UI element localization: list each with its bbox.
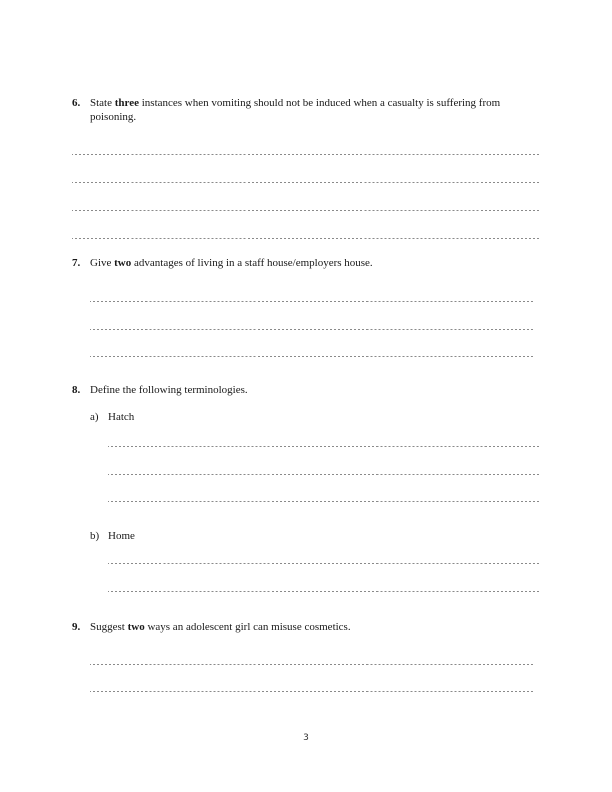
answer-line[interactable]: [108, 591, 540, 592]
answer-line[interactable]: [72, 182, 539, 183]
answer-line[interactable]: [90, 356, 535, 357]
question-text: [90, 96, 500, 110]
answer-line[interactable]: [108, 501, 540, 502]
answer-line[interactable]: [90, 664, 535, 665]
answer-line[interactable]: [72, 210, 539, 211]
answer-line[interactable]: [90, 301, 535, 302]
answer-line[interactable]: [90, 691, 535, 692]
question-text-emphasis: two: [114, 257, 132, 269]
question-number: 9.: [72, 621, 81, 633]
question-text: [90, 620, 351, 634]
part-letter: a): [90, 411, 99, 423]
question-text-continued: poisoning.: [90, 111, 137, 123]
question-text-emphasis: three: [114, 97, 139, 109]
answer-line[interactable]: [72, 154, 539, 155]
part-label: Hatch: [108, 411, 135, 423]
question-text: [90, 256, 373, 270]
question-number: 7.: [72, 257, 81, 269]
part-letter: b): [90, 530, 100, 542]
answer-line[interactable]: [72, 238, 539, 239]
question-text-part: Give: [90, 257, 115, 269]
question-text-part: instances when vomiting should not be induced when a casualty is suffering from: [138, 97, 501, 109]
answer-line[interactable]: [108, 446, 540, 447]
question-text-part: advantages of living in a staff house/employers house.: [131, 257, 373, 269]
question-number: 8.: [72, 384, 81, 396]
question-text-part: ways an adolescent girl can misuse cosmetics.: [144, 621, 351, 633]
question-number: 6.: [72, 97, 81, 109]
question-text: Define the following terminologies.: [90, 384, 248, 396]
answer-line[interactable]: [108, 474, 540, 475]
answer-line[interactable]: [90, 329, 535, 330]
answer-line[interactable]: [108, 563, 540, 564]
part-label: Home: [108, 530, 135, 542]
question-text-part: State: [90, 97, 115, 109]
page-number: 3: [303, 733, 309, 743]
question-text-part: Suggest: [90, 621, 128, 633]
question-text-emphasis: two: [127, 621, 145, 633]
